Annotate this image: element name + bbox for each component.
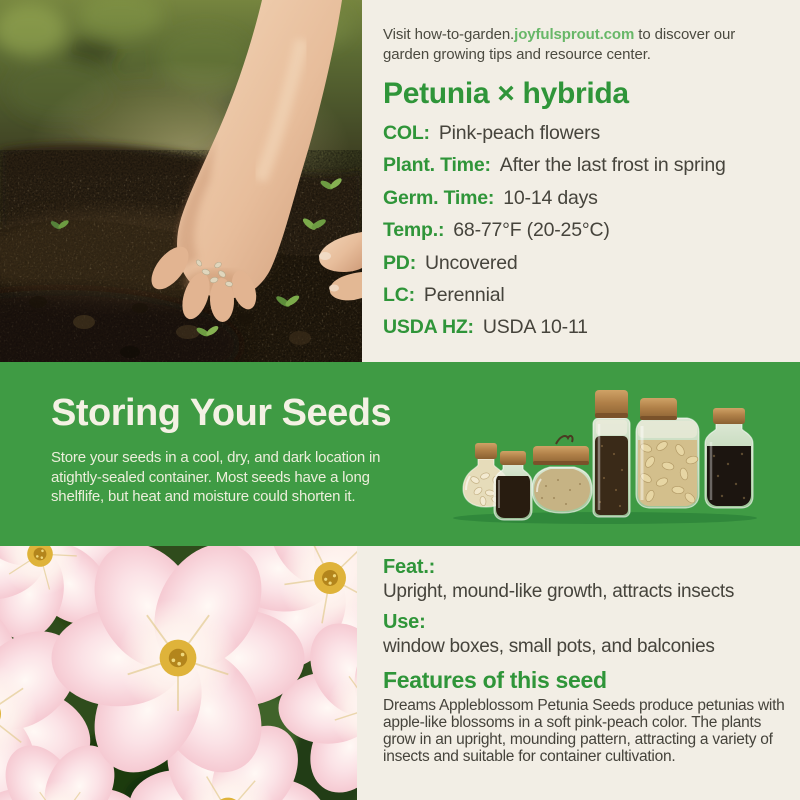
features-body: Dreams Appleblossom Petunia Seeds produce petunias with apple-like blossoms in a soft pink-peach color. The plants grow in an upright, mounding pattern, attracting a variety of insects and suitable for container cultivation. <box>383 697 785 765</box>
spec-label: COL: <box>383 122 430 144</box>
jar-sand-seeds <box>532 436 592 513</box>
spec-label: USDA HZ: <box>383 316 474 339</box>
use-value: window boxes, small pots, and balconies <box>383 636 715 657</box>
spec-row-col <box>383 117 788 149</box>
intro-prefix: Visit how-to-garden. <box>383 26 515 43</box>
plant-title: Petunia × hybrida <box>383 77 629 110</box>
spec-list <box>383 117 788 344</box>
website-intro-text <box>383 25 755 65</box>
spec-row-lc <box>383 279 788 311</box>
spec-value: 10-14 days <box>503 186 598 209</box>
use-label: Use: <box>383 611 426 633</box>
seed-spec-panel <box>362 0 800 362</box>
spec-row-pd <box>383 247 788 279</box>
spec-label: Germ. Time: <box>383 186 495 209</box>
spec-value: 68-77°F (20-25°C) <box>453 219 610 242</box>
spec-label: PD: <box>383 251 416 274</box>
spec-value: Uncovered <box>424 251 518 274</box>
spec-label: Temp.: <box>383 219 445 242</box>
spec-value: Pink-peach flowers <box>438 122 601 144</box>
features-title: Features of this seed <box>383 667 607 693</box>
spec-value: Perennial <box>423 284 505 307</box>
website-domain: joyfulsprout.com <box>514 26 635 43</box>
spec-value: After the last frost in spring <box>499 154 726 177</box>
jar-tall-dark-seeds <box>593 390 630 517</box>
jar-pumpkin-seeds <box>636 398 699 508</box>
spec-row-plant-time <box>383 149 788 181</box>
jar-dark-seeds <box>494 451 532 520</box>
spec-label: LC: <box>383 284 415 307</box>
storage-band-body: Store your seeds in a cool, dry, and dark location in atightly-sealed container. Most seeds have a long shelflife, but heat and moisture could shorten it. <box>51 449 381 505</box>
spec-row-temp <box>383 214 788 246</box>
hand-sowing-seeds-photo <box>0 0 362 362</box>
storage-band-title: Storing Your Seeds <box>51 392 392 434</box>
intro-suffix: to discover our garden growing tips and resource center. <box>383 26 736 63</box>
spec-label: Plant. Time: <box>383 154 491 177</box>
feat-value: Upright, mound-like growth, attracts insects <box>383 581 735 602</box>
seed-details-panel <box>383 555 793 765</box>
spec-row-usda-hz <box>383 311 788 343</box>
seed-jars-photo <box>450 380 760 530</box>
jar-black-seeds <box>705 408 753 508</box>
spec-row-germ-time <box>383 182 788 214</box>
feat-label: Feat.: <box>383 556 436 578</box>
petunia-flowers-photo <box>0 546 357 800</box>
spec-value: USDA 10-11 <box>482 316 588 339</box>
